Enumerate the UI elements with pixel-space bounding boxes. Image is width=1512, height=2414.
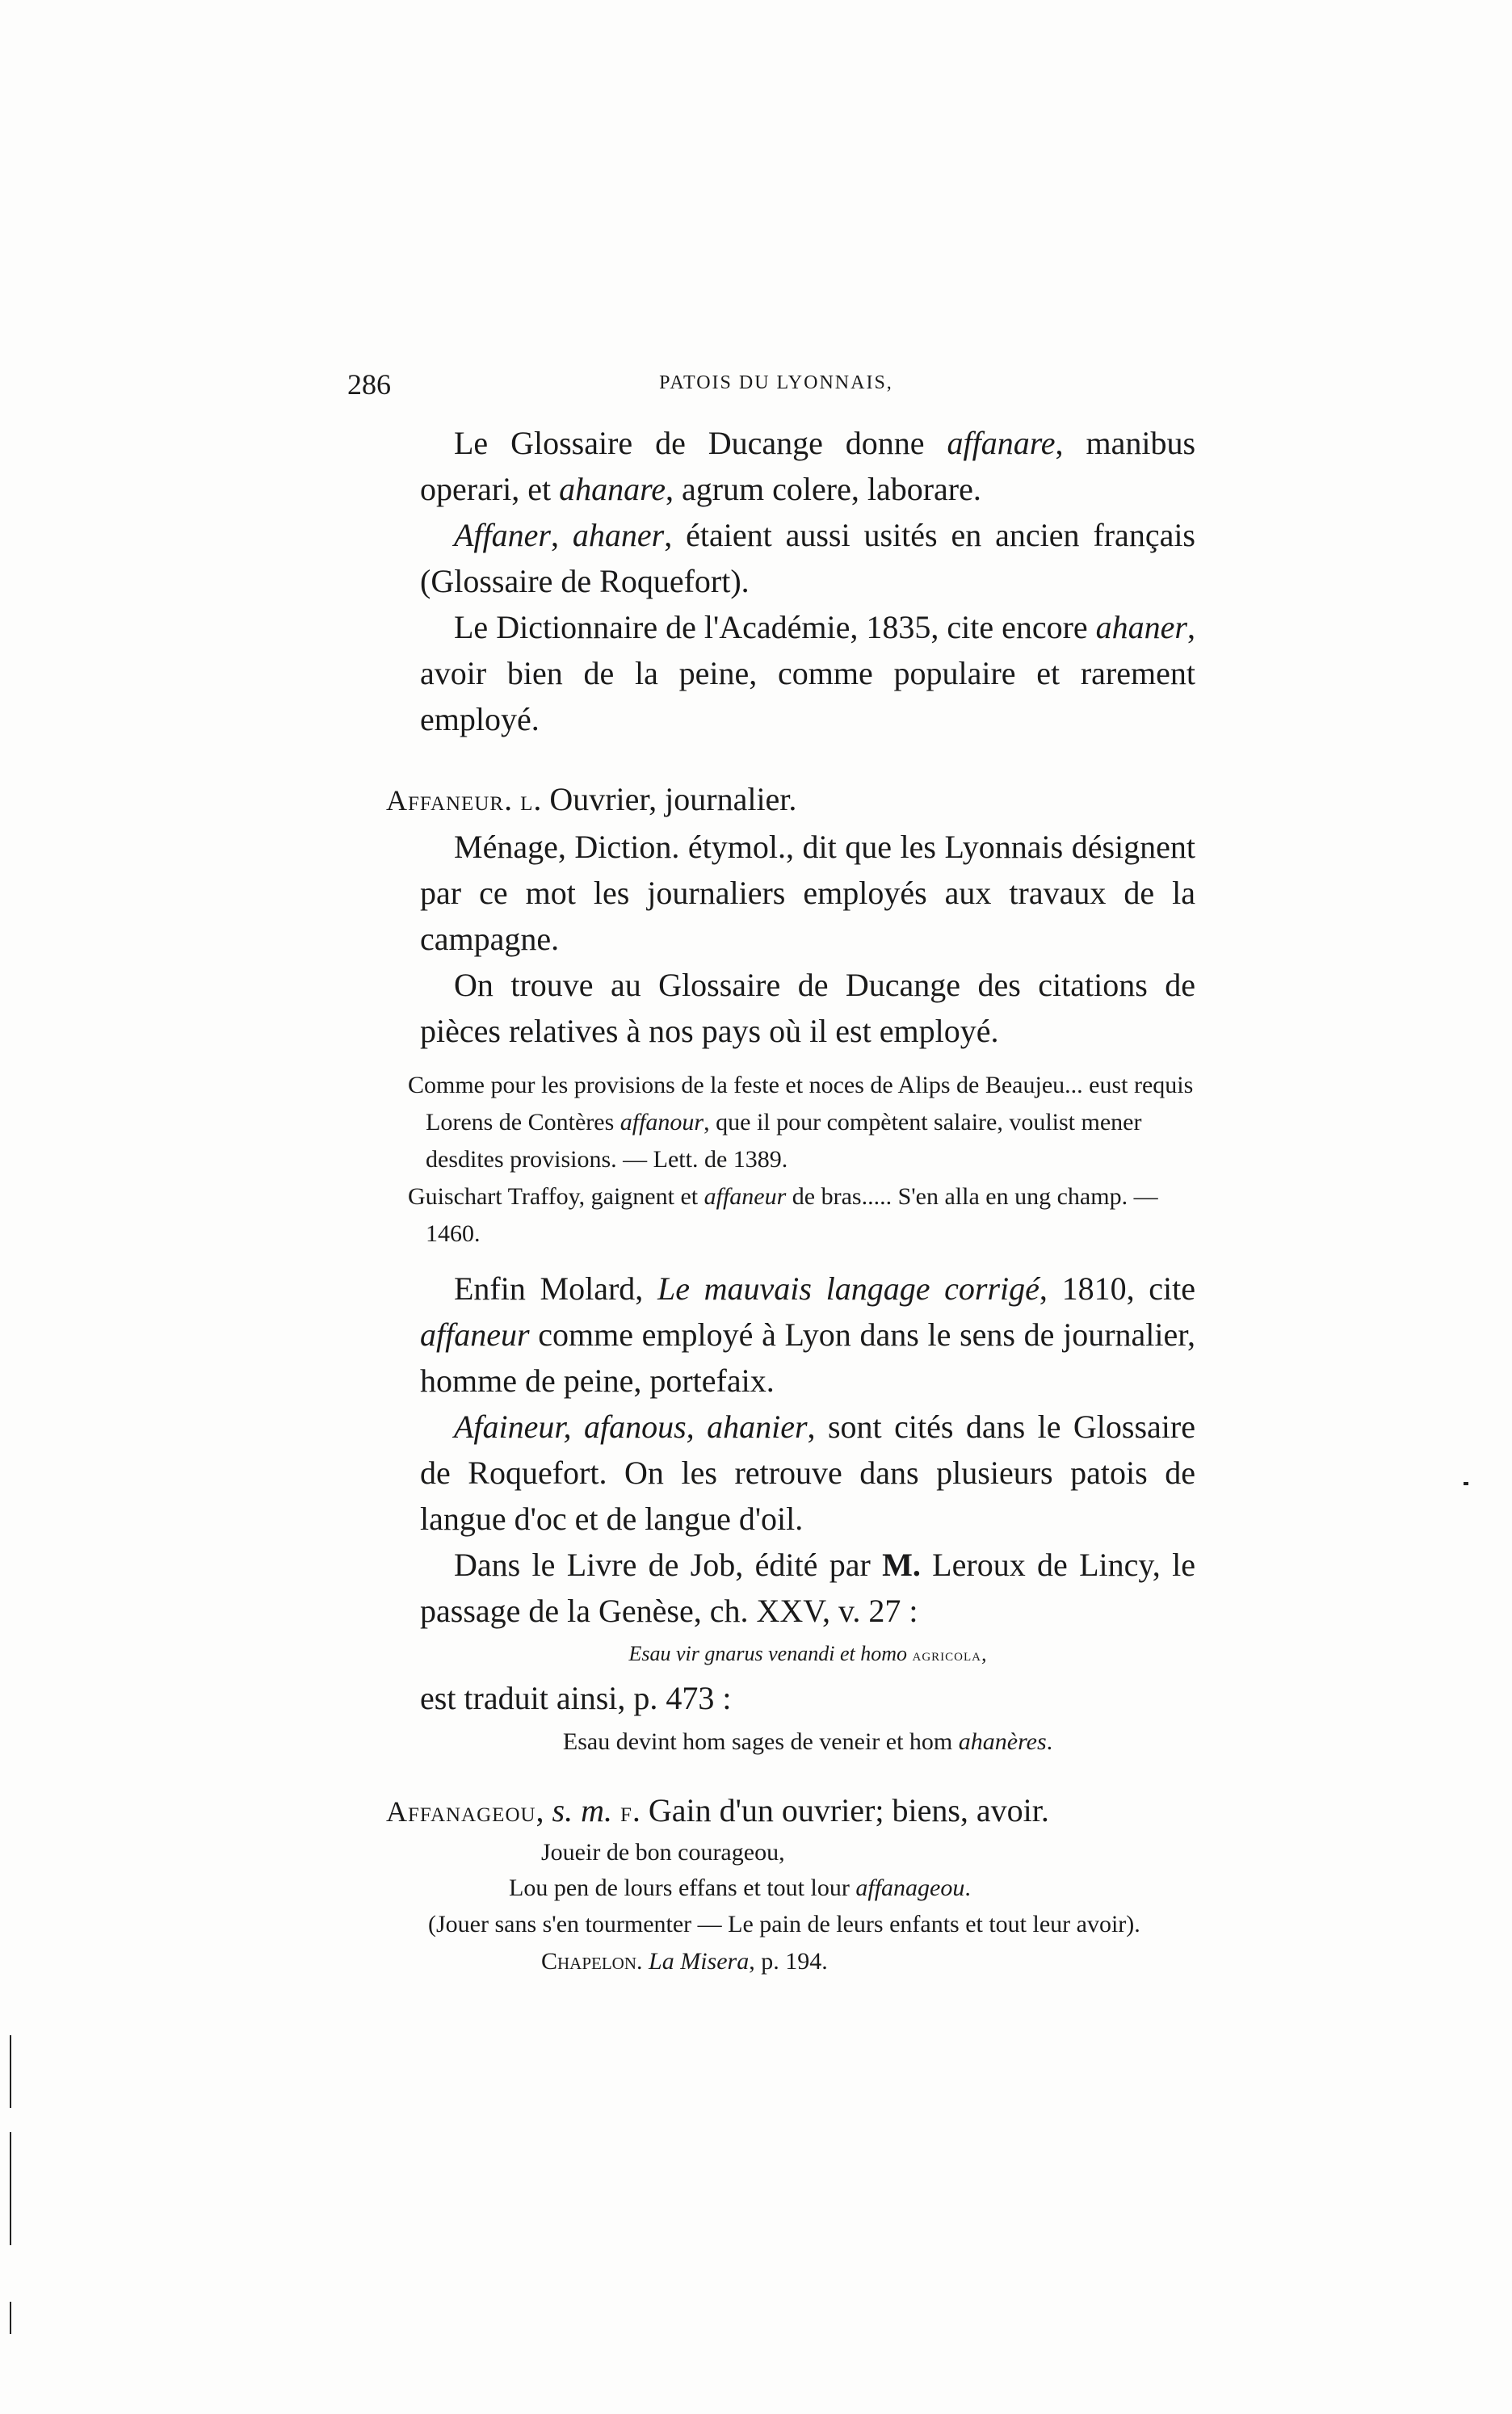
- text: [612, 1792, 620, 1828]
- text: , que il pour compètent salaire, voulist mener desdites provisions. — Lett. de 1389.: [426, 1109, 1142, 1173]
- text: ,: [981, 1642, 987, 1665]
- verse-line: [420, 1870, 1195, 1906]
- text: Esau vir gnarus venandi et homo: [628, 1642, 913, 1665]
- paragraph-ducange-citations: On trouve au Glossaire de Ducange des citations de pièces relatives à nos pays où il est employé.: [420, 967, 1195, 1049]
- italic-term: affanageou: [855, 1875, 965, 1901]
- text: , manibus operari, et: [420, 425, 1196, 507]
- italic-term: Affaner: [454, 517, 551, 553]
- citation-block: [408, 1067, 1195, 1253]
- page-header: [347, 367, 1205, 408]
- text: (Jouer sans s'en tourmenter — Le pain de leurs enfants et tout leur avoir).: [428, 1911, 1140, 1937]
- text: ,: [550, 517, 573, 553]
- text: , avoir bien de la peine, comme populaire et rarement employé.: [420, 609, 1195, 737]
- paragraph-livre-de-job: [420, 1542, 1195, 1634]
- bold-text: M.: [882, 1547, 921, 1583]
- grammar-label: s. m.: [552, 1792, 612, 1828]
- text: ,: [536, 1792, 552, 1828]
- small-caps-word: agricola: [912, 1644, 981, 1665]
- paragraph-molard: [420, 1266, 1195, 1404]
- paragraph-ducange: [420, 420, 1195, 512]
- running-title: PATOIS DU LYONNAIS,: [659, 372, 893, 393]
- text: Guischart Traffoy, gaignent et: [408, 1183, 704, 1210]
- entry-affanageou: [386, 1787, 1195, 1835]
- text: Le Glossaire de Ducange donne: [454, 425, 947, 461]
- citation-1460: [408, 1178, 1195, 1253]
- text: , agrum colere, laborare.: [665, 471, 981, 507]
- italic-term: affanour: [620, 1109, 704, 1136]
- italic-term: ahaner: [1095, 609, 1187, 645]
- text: Leroux de Lincy, le passage de la Genèse, ch. XXV, v. 27 :: [420, 1547, 1195, 1629]
- dialect-tag: l: [520, 784, 534, 817]
- text: Esau devint hom sages de veneir et hom: [562, 1728, 959, 1755]
- headword: Affanageou: [386, 1795, 536, 1828]
- scan-margin-mark: [10, 2302, 11, 2334]
- text: Lou pen de lours effans et tout lour: [509, 1875, 856, 1901]
- paragraph-roquefort: [420, 512, 1195, 604]
- text: de bras..... S'en alla en ung champ. — 1460.: [426, 1183, 1158, 1247]
- text: Enfin Molard,: [454, 1270, 657, 1307]
- text: .: [1046, 1728, 1053, 1755]
- latin-quote: [420, 1634, 1195, 1675]
- paragraph-traduit: est traduit ainsi, p. 473 :: [420, 1680, 732, 1716]
- text: , sont cités dans le Glossaire de Roquefort. On les retrouve dans plusieurs patois de langue d'oc et de langue d'oil.: [420, 1409, 1195, 1537]
- scan-margin-mark: [1464, 1482, 1468, 1485]
- italic-term: affaneur: [704, 1183, 787, 1210]
- text: comme employé à Lyon dans le sens de journalier, homme de peine, portefaix.: [420, 1316, 1195, 1399]
- attribution: [541, 1943, 828, 1980]
- definition: . Gain d'un ouvrier; biens, avoir.: [632, 1792, 1049, 1828]
- italic-term: ahanare: [559, 471, 666, 507]
- italic-term: Afaineur, afanous, ahanier: [454, 1409, 808, 1445]
- entry-affaneur: [386, 776, 1195, 824]
- text: , étaient aussi usités en ancien français (Glossaire de Roquefort).: [420, 517, 1196, 599]
- verse-translation: [408, 1906, 1195, 1980]
- verse-quote: [420, 1835, 1195, 1906]
- italic-term: ahaner: [572, 517, 665, 553]
- scan-margin-mark: [10, 2132, 11, 2245]
- book-title: Le mauvais langage corrigé: [657, 1270, 1040, 1307]
- dialect-tag: f: [620, 1795, 632, 1828]
- definition: . Ouvrier, journalier.: [533, 781, 797, 817]
- scan-margin-mark: [10, 2035, 11, 2108]
- text: Comme pour les provisions de la feste et noces de Alips de Beaujeu... eust requis Lorens de Contères: [408, 1072, 1194, 1136]
- text: .: [964, 1875, 971, 1901]
- italic-term: affaneur: [420, 1316, 530, 1353]
- verse-line: Joueir de bon courageou,: [541, 1839, 785, 1866]
- text: Le Dictionnaire de l'Académie, 1835, cite encore: [454, 609, 1096, 645]
- italic-term: affanare: [947, 425, 1056, 461]
- french-quote: [420, 1721, 1195, 1763]
- text: Dans le Livre de Job, édité par: [454, 1547, 883, 1583]
- body-text: [386, 420, 1196, 1980]
- text: .: [504, 781, 521, 817]
- citation-1389: [408, 1067, 1195, 1178]
- headword: Affaneur: [386, 784, 505, 817]
- text: , p. 194.: [749, 1948, 828, 1975]
- paragraph-menage: Ménage, Diction. étymol., dit que les Lyonnais désignent par ce mot les journaliers employés aux travaux de la campagne.: [420, 829, 1195, 957]
- page-number: 286: [347, 368, 391, 401]
- paragraph-academie: [420, 604, 1195, 742]
- work-title: La Misera: [649, 1948, 750, 1975]
- paragraph-afaineur: [420, 1404, 1195, 1542]
- italic-term: ahanères: [958, 1728, 1047, 1755]
- author: Chapelon.: [541, 1948, 643, 1975]
- text: , 1810, cite: [1039, 1270, 1195, 1307]
